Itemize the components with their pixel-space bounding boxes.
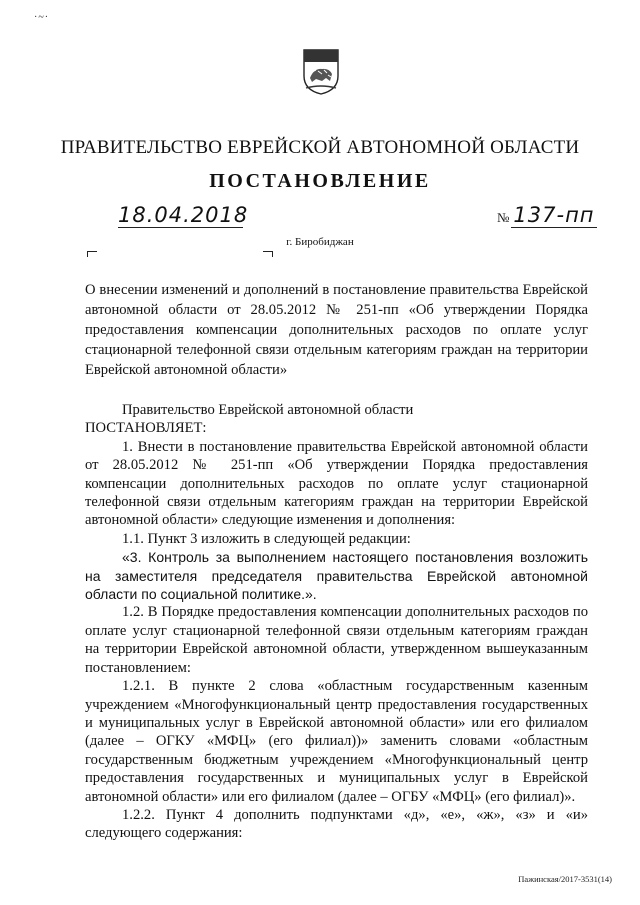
body-paragraph-1-2-2: 1.2.2. Пункт 4 дополнить подпунктами «д», «е», «ж», «з» и «и» следующего содержания: [85, 806, 588, 842]
body-paragraph-1-2-1: 1.2.1. В пункте 2 слова «областным государственным казенным учреждением «Многофункциональный центр предоставления государственных и муниципальных услуг в Еврейской автономной области» или его филиалом (далее – ОГКУ «МФЦ» (его филиал))» заменить словами «областным государственным бюджетным учреждением «Многофункциональный центр предоставления государственных и муниципальных услуг в Еврейской автономной области» или его филиалом (далее – ОГБУ «МФЦ» (его филиал)». [85, 678, 588, 805]
body-paragraph-1-1: 1.1. Пункт 3 изложить в следующей редакции: [122, 530, 411, 547]
coat-of-arms-icon [302, 48, 340, 96]
body-paragraph-1: 1. Внести в постановление правительства Еврейской автономной области от 28.05.2012 № 251-пп «Об утверждении Порядка предоставления компенсации дополнительных расходов по оплате услуг стационарной телефонной связи отдельным категориям граждан на территории Еврейской автономной области» следующие изменения и дополнения: [85, 438, 588, 529]
body-paragraph-government: Правительство Еврейской автономной области [122, 402, 414, 418]
document-body [85, 401, 588, 843]
document-number-field [497, 203, 597, 228]
body-paragraph-decrees: ПОСТАНОВЛЯЕТ: [85, 420, 207, 437]
document-date: 18.04.2018 [118, 203, 249, 227]
government-title: ПРАВИТЕЛЬСТВО ЕВРЕЙСКОЙ АВТОНОМНОЙ ОБЛАСТИ [60, 137, 580, 158]
right-corner-bracket [263, 251, 273, 257]
document-type-heading: ПОСТАНОВЛЕНИЕ [209, 170, 431, 192]
number-sign: № [497, 210, 510, 225]
left-corner-bracket [87, 251, 97, 257]
issue-city: г. Биробиджан [286, 236, 354, 248]
document-number: 137-пп [513, 203, 595, 227]
body-paragraph-1-1-text: «3. Контроль за выполнением настоящего постановления возложить на заместителя председателя правительства Еврейской автономной области по социальной политике.». [85, 549, 588, 603]
footer-document-code: Пажинская/2017-3531(14) [518, 874, 612, 884]
body-paragraph-1-2: 1.2. В Порядке предоставления компенсации дополнительных расходов по оплате услуг стационарной телефонной связи отдельным категориям граждан на территории Еврейской автономной области, утвержденном вышеуказанным постановлением: [85, 604, 588, 676]
corner-mark: ·~· [34, 12, 50, 23]
document-subject: О внесении изменений и дополнений в постановление правительства Еврейской автономной области от 28.05.2012 № 251-пп «Об утверждении Порядка предоставления компенсации дополнительных расходов по оплате услуг стационарной телефонной связи отдельным категориям граждан на территории Еврейской автономной области» [85, 282, 588, 378]
